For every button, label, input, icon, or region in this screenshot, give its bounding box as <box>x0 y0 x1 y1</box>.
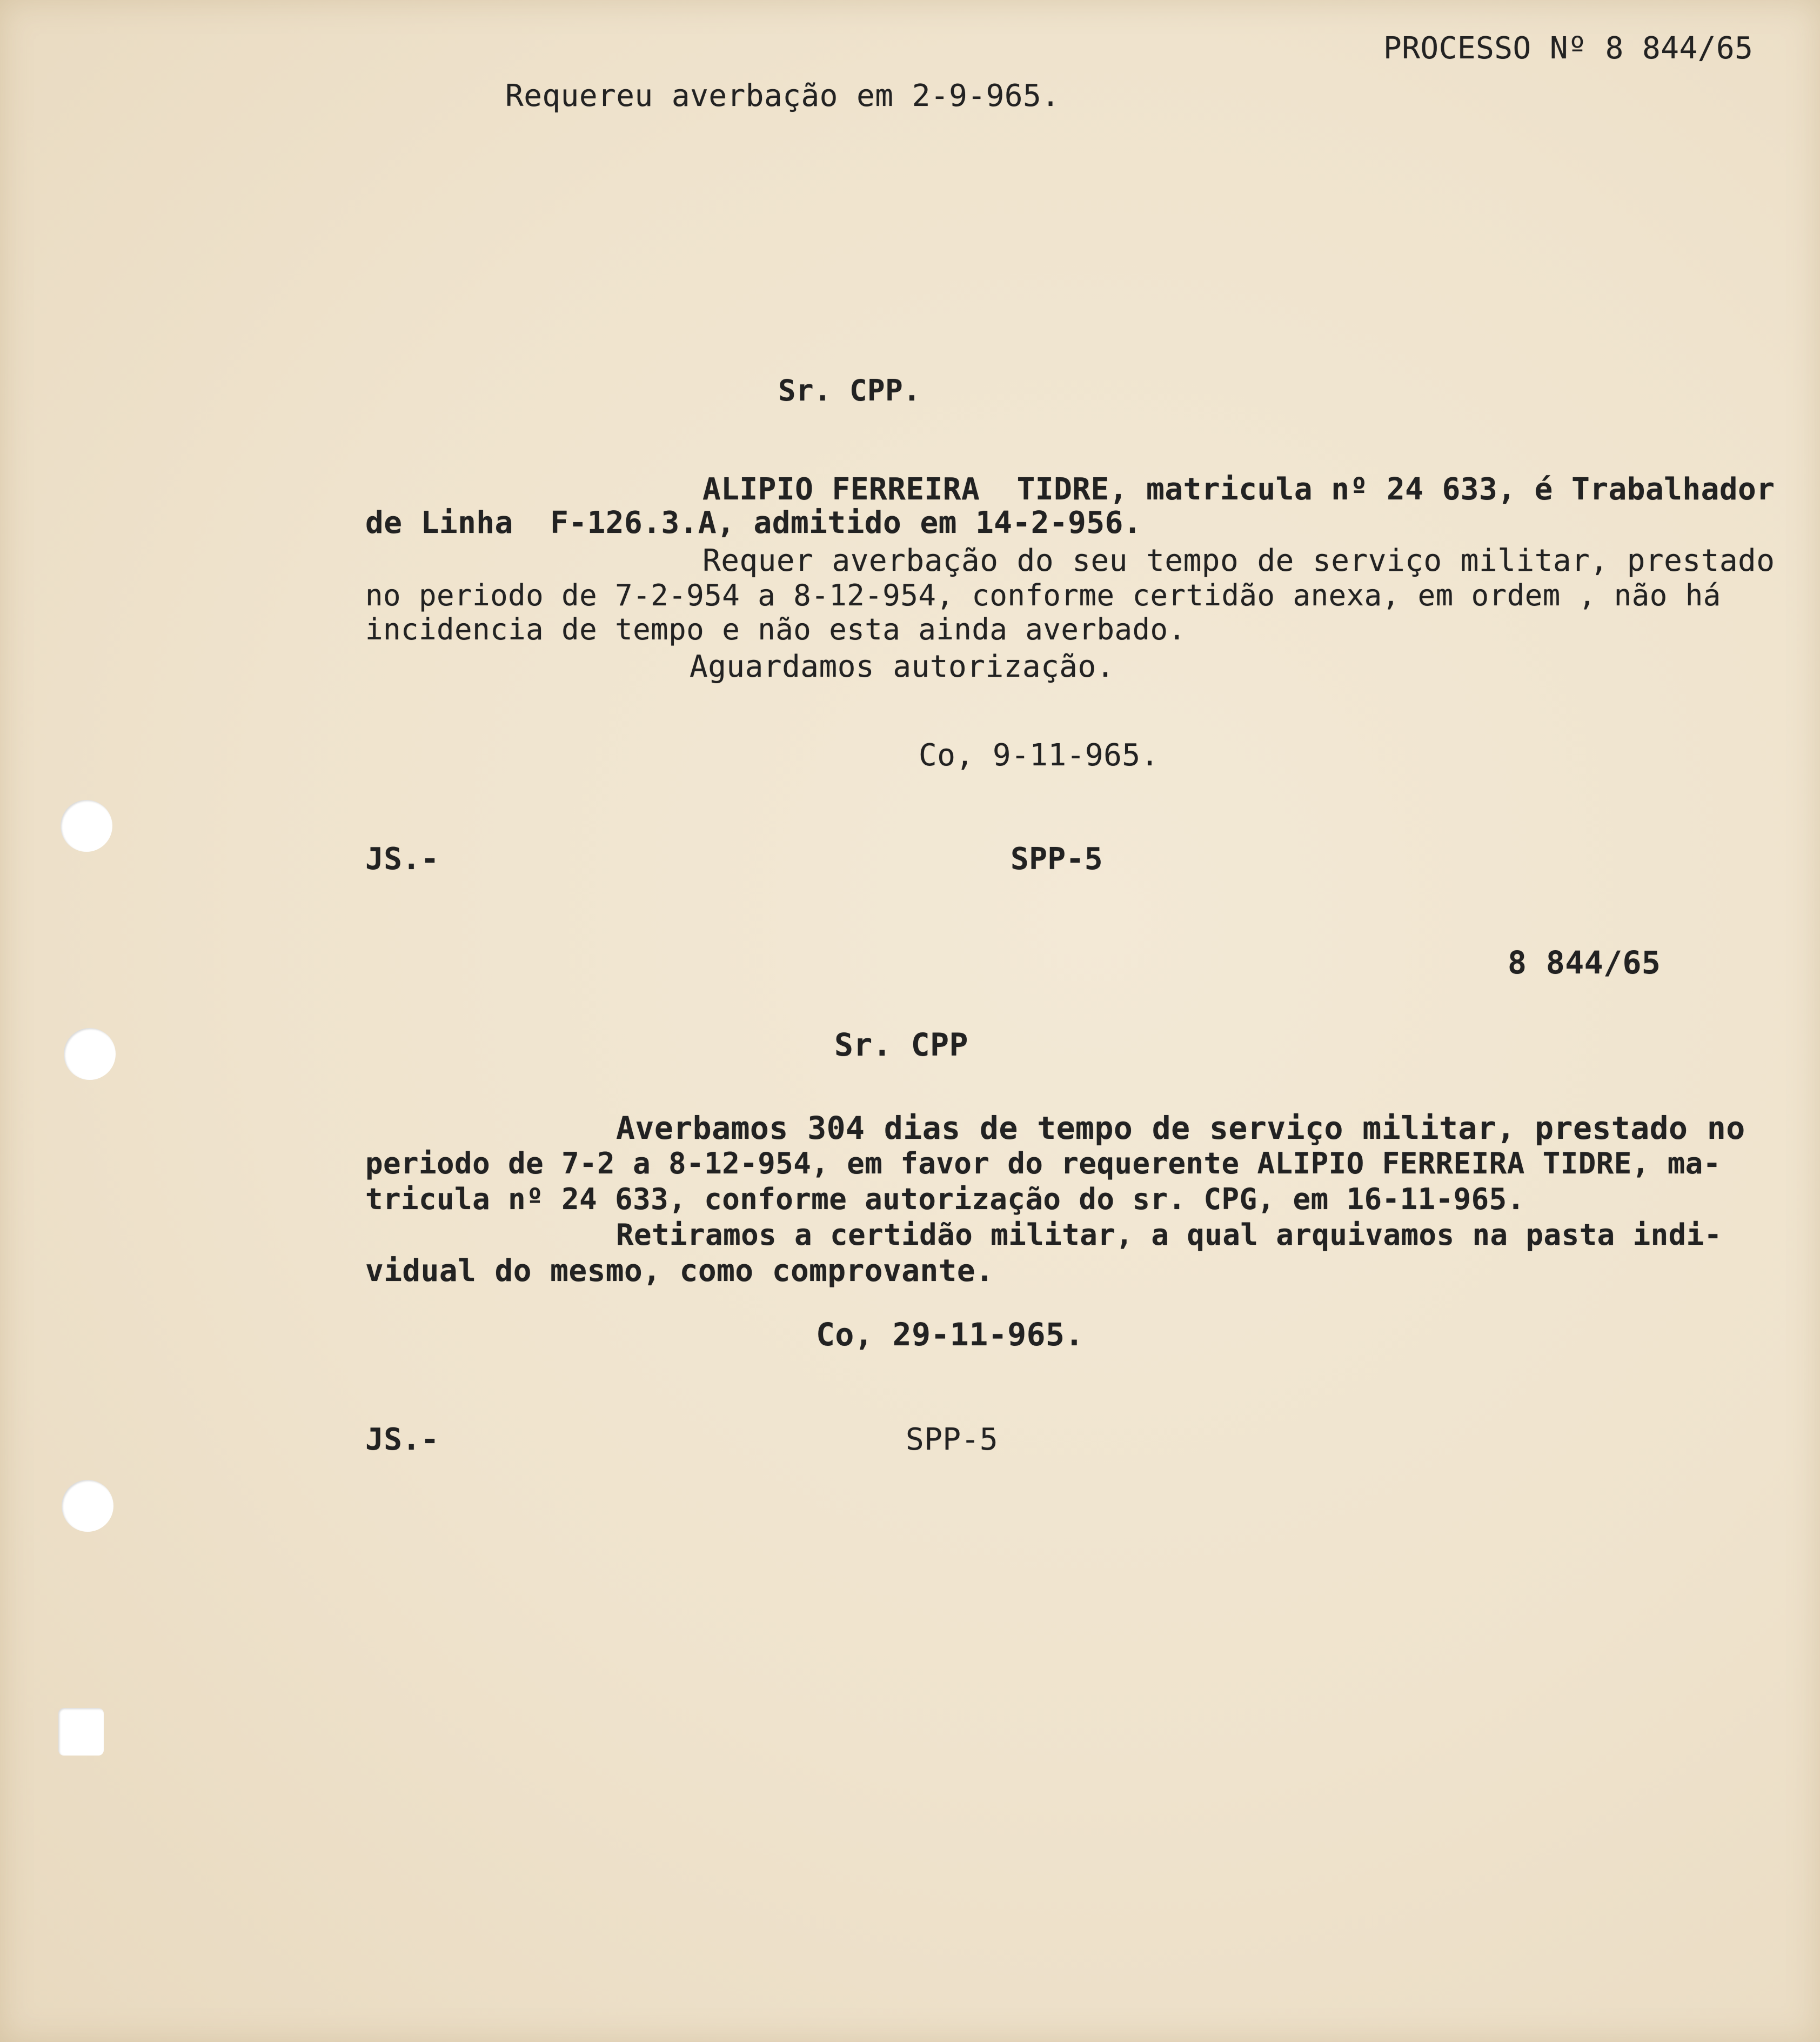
request-note: Requereu averbação em 2-9-965. <box>505 78 1060 114</box>
memo1-line: Aguardamos autorização. <box>690 649 1115 684</box>
memo1-line: no periodo de 7-2-954 a 8-12-954, conforme certidão anexa, em ordem , não há <box>365 578 1721 612</box>
binder-hole <box>64 1028 116 1080</box>
memo1-line: ALIPIO FERREIRA TIDRE, matricula nº 24 633, é Trabalhador <box>702 472 1775 507</box>
memo2-section: SPP-5 <box>906 1422 999 1457</box>
memo2-line: Averbamos 304 dias de tempo de serviço militar, prestado no <box>616 1110 1745 1146</box>
memo1-line: Requer averbação do seu tempo de serviço militar, prestado <box>702 543 1775 578</box>
memo2-line: Retiramos a certidão militar, a qual arquivamos na pasta indi- <box>616 1218 1722 1252</box>
memo1-salutation: Sr. CPP. <box>778 373 921 408</box>
memo1-line: incidencia de tempo e não esta ainda averbado. <box>365 612 1186 646</box>
memo2-reference: 8 844/65 <box>1508 944 1661 981</box>
binder-hole <box>61 800 112 852</box>
memo2-initials: JS.- <box>365 1422 439 1457</box>
memo1-initials: JS.- <box>365 842 439 877</box>
memo2-line: tricula nº 24 633, conforme autorização do sr. CPG, em 16-11-965. <box>365 1182 1525 1216</box>
memo1-line: de Linha F-126.3.A, admitido em 14-2-956. <box>365 505 1142 540</box>
memo1-date: Co, 9-11-965. <box>919 738 1159 773</box>
memo2-line: periodo de 7-2 a 8-12-954, em favor do requerente ALIPIO FERREIRA TIDRE, ma- <box>365 1146 1721 1180</box>
binder-hole <box>58 1708 104 1756</box>
memo1-section: SPP-5 <box>1011 842 1103 877</box>
memo2-date: Co, 29-11-965. <box>816 1316 1084 1353</box>
memo2-line: vidual do mesmo, como comprovante. <box>365 1253 994 1289</box>
process-number: PROCESSO Nº 8 844/65 <box>1383 31 1754 66</box>
binder-hole <box>62 1480 113 1532</box>
memo2-salutation: Sr. CPP <box>834 1026 968 1063</box>
